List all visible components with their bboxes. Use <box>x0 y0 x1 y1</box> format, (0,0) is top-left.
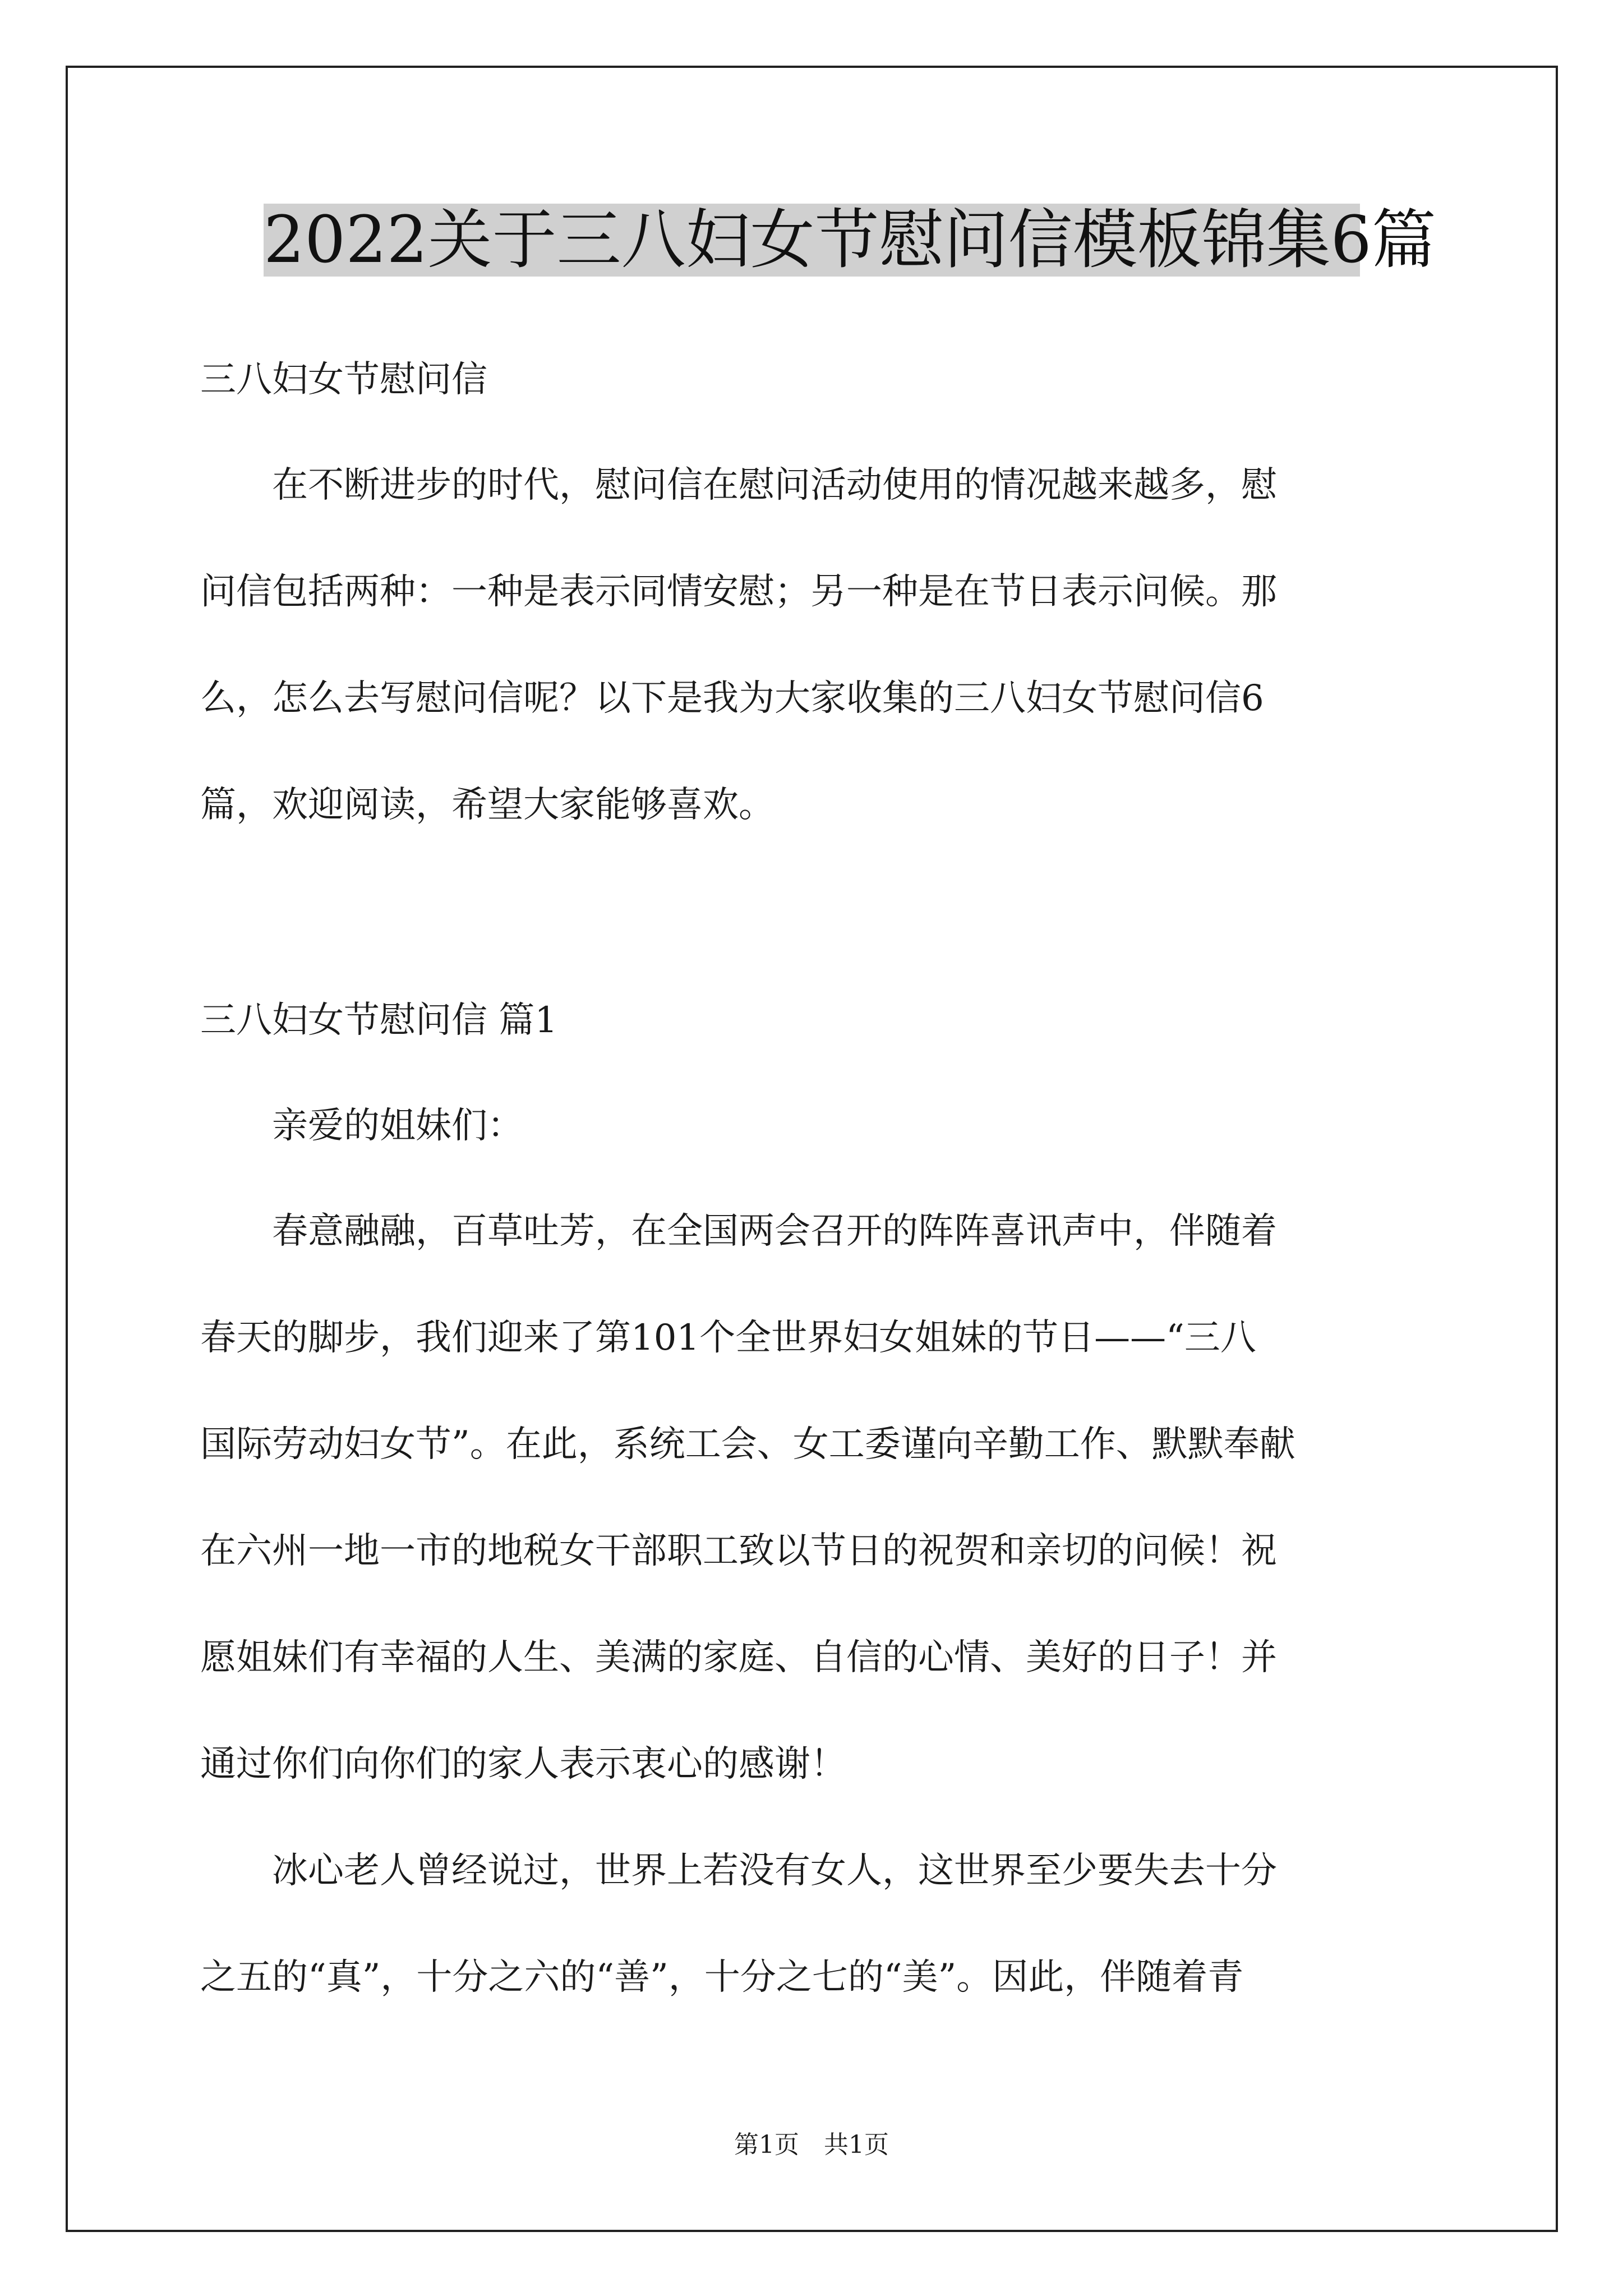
document-heading: 三八妇女节慰问信 <box>200 359 487 401</box>
intro-line-3: 么，怎么去写慰问信呢？以下是我为大家收集的三八妇女节慰问信6 <box>200 678 1264 719</box>
page-footer: 第1页 共1页 <box>734 2131 889 2159</box>
intro-line-2: 问信包括两种：一种是表示同情安慰；另一种是在节日表示问候。那 <box>200 571 1277 613</box>
salutation: 亲爱的姐妹们： <box>200 1105 523 1147</box>
paragraph1-line-2: 春天的脚步，我们迎来了第101个全世界妇女姐妹的节日——“三八 <box>200 1317 1256 1359</box>
paragraph1-line-3: 国际劳动妇女节”。在此，系统工会、女工委谨向辛勤工作、默默奉献 <box>200 1424 1295 1465</box>
paragraph1-line-6: 通过你们向你们的家人表示衷心的感谢！ <box>200 1743 846 1785</box>
intro-line-4: 篇，欢迎阅读，希望大家能够喜欢。 <box>200 784 774 826</box>
paragraph2-line-2: 之五的“真”，十分之六的“善”，十分之七的“美”。因此，伴随着青 <box>200 1957 1244 1998</box>
section-heading: 三八妇女节慰问信 篇1 <box>200 1000 558 1041</box>
paragraph2-line-1: 冰心老人曾经说过，世界上若没有女人，这世界至少要失去十分 <box>200 1850 1277 1892</box>
paragraph1-line-4: 在六州一地一市的地税女干部职工致以节日的祝贺和亲切的问候！祝 <box>200 1530 1277 1572</box>
intro-line-1: 在不断进步的时代，慰问信在慰问活动使用的情况越来越多，慰 <box>200 464 1277 506</box>
document-title: 2022关于三八妇女节慰问信模板锦集6篇 <box>264 203 1436 278</box>
paragraph1-line-5: 愿姐妹们有幸福的人生、美满的家庭、自信的心情、美好的日子！并 <box>200 1637 1277 1678</box>
paragraph1-line-1: 春意融融，百草吐芳，在全国两会召开的阵阵喜讯声中，伴随着 <box>200 1211 1277 1252</box>
